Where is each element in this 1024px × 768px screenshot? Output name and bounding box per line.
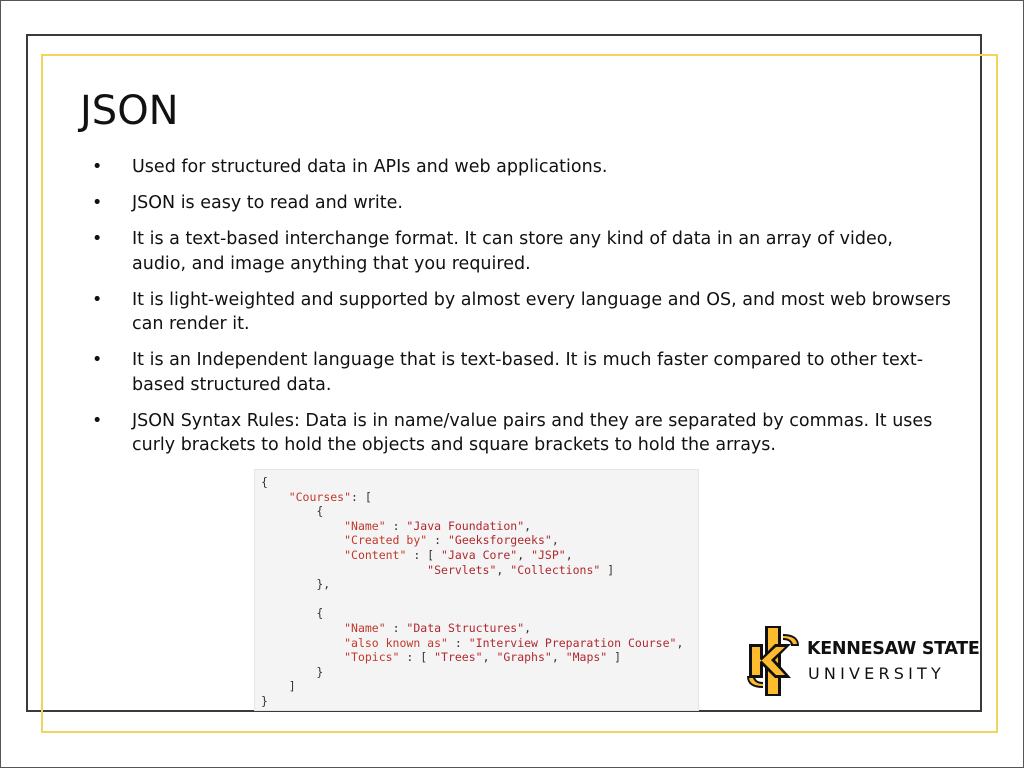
code-punct: , — [676, 635, 684, 650]
bullet-item — [92, 227, 952, 276]
code-punct — [261, 548, 344, 562]
bullet-item — [92, 155, 952, 180]
bullet-item — [92, 288, 952, 337]
code-punct: , — [524, 518, 532, 533]
code-punct: : — [385, 620, 407, 635]
code-punct: , — [517, 547, 532, 562]
code-key: "Courses" — [288, 489, 352, 504]
code-string: "Collections" — [510, 562, 601, 577]
bullet-item — [92, 191, 952, 216]
code-punct: }, — [261, 577, 331, 592]
bullet-text: It is light-weighted and supported by almost every language and OS, and most web browsers can render it. — [132, 289, 951, 334]
code-line — [261, 679, 296, 693]
code-punct: , — [551, 533, 559, 548]
code-punct: ] — [261, 679, 296, 694]
bullet-text: JSON Syntax Rules: Data is in name/value pairs and they are separated by commas. It uses curly brackets to hold the objects and square brackets to hold the arrays. — [132, 410, 933, 455]
code-string: "Java Foundation" — [406, 518, 525, 533]
code-line — [261, 475, 268, 489]
code-punct — [261, 650, 344, 664]
code-punct — [261, 621, 344, 635]
code-string: "Data Structures" — [406, 620, 525, 635]
code-key: "Name" — [344, 518, 386, 533]
code-punct: } — [261, 664, 324, 679]
code-string: "Interview Preparation Course" — [468, 635, 677, 650]
bullet-text: It is an Independent language that is text-based. It is much faster compared to other text-based structured data. — [132, 350, 924, 395]
bullet-dot: • — [92, 410, 103, 431]
code-line — [261, 621, 531, 635]
code-punct — [261, 636, 344, 650]
code-punct: : — [385, 518, 407, 533]
code-punct: , — [524, 620, 532, 635]
code-line — [261, 519, 531, 533]
code-line — [261, 577, 330, 591]
code-line — [261, 504, 323, 518]
code-block — [261, 475, 683, 709]
bullet-text: Used for structured data in APIs and web applications. — [132, 157, 608, 177]
code-punct: : [ — [399, 650, 435, 665]
bullet-item — [92, 348, 952, 397]
bullet-dot: • — [92, 229, 103, 249]
logo-wordmark-line1: KENNESAW STATE — [807, 639, 980, 659]
bullet-text: JSON is easy to read and write. — [132, 193, 403, 213]
ksu-ks-monogram-icon — [745, 626, 801, 696]
code-string: "Geeksforgeeks" — [447, 533, 552, 548]
code-punct — [261, 519, 344, 533]
bullet-text: It is a text-based interchange format. It can store any kind of data in an array of video, audio, and image anything that you required. — [132, 229, 893, 274]
code-line — [261, 650, 621, 664]
code-string: "Servlets" — [427, 562, 497, 577]
code-punct: ] — [607, 650, 622, 665]
code-punct: { — [261, 606, 324, 621]
code-line — [261, 606, 323, 620]
code-punct: : [ — [406, 547, 442, 562]
code-key: "also known as" — [344, 635, 448, 650]
code-line — [261, 490, 372, 504]
code-string: "Trees" — [434, 650, 483, 665]
code-line — [261, 636, 683, 650]
code-string: "Graphs" — [496, 650, 552, 665]
code-punct — [261, 563, 427, 577]
code-punct — [261, 533, 344, 547]
code-punct: } — [261, 693, 268, 708]
code-line — [261, 533, 559, 547]
bullet-list — [92, 155, 952, 469]
code-key: "Created by" — [344, 533, 428, 548]
code-line — [261, 694, 268, 708]
code-punct: : [ — [351, 489, 372, 504]
logo-wordmark-line2: UNIVERSITY — [808, 664, 945, 683]
bullet-dot: • — [92, 289, 103, 310]
code-key: "Content" — [344, 547, 407, 562]
code-key: "Topics" — [344, 650, 400, 665]
bullet-item — [92, 409, 952, 458]
code-punct — [261, 490, 289, 504]
code-punct: : — [427, 533, 448, 548]
bullet-dot: • — [92, 193, 103, 213]
code-string: "JSP" — [531, 547, 566, 562]
code-punct: , — [496, 562, 511, 577]
code-line — [261, 665, 323, 679]
bullet-dot: • — [92, 157, 103, 177]
code-line — [261, 548, 573, 562]
bullet-dot: • — [92, 350, 103, 370]
code-punct: , — [551, 650, 566, 665]
slide-title: JSON — [80, 88, 179, 134]
code-punct: , — [482, 650, 497, 665]
code-line — [261, 563, 614, 577]
code-punct: ] — [600, 562, 615, 577]
code-string: "Maps" — [565, 650, 608, 665]
code-punct: : — [447, 635, 469, 650]
json-code-sample — [254, 469, 699, 711]
code-string: "Java Core" — [441, 547, 518, 562]
code-punct: { — [261, 475, 268, 489]
ksu-logo — [745, 626, 980, 698]
code-punct: { — [261, 504, 324, 519]
code-key: "Name" — [344, 620, 386, 635]
code-punct: , — [565, 547, 573, 562]
